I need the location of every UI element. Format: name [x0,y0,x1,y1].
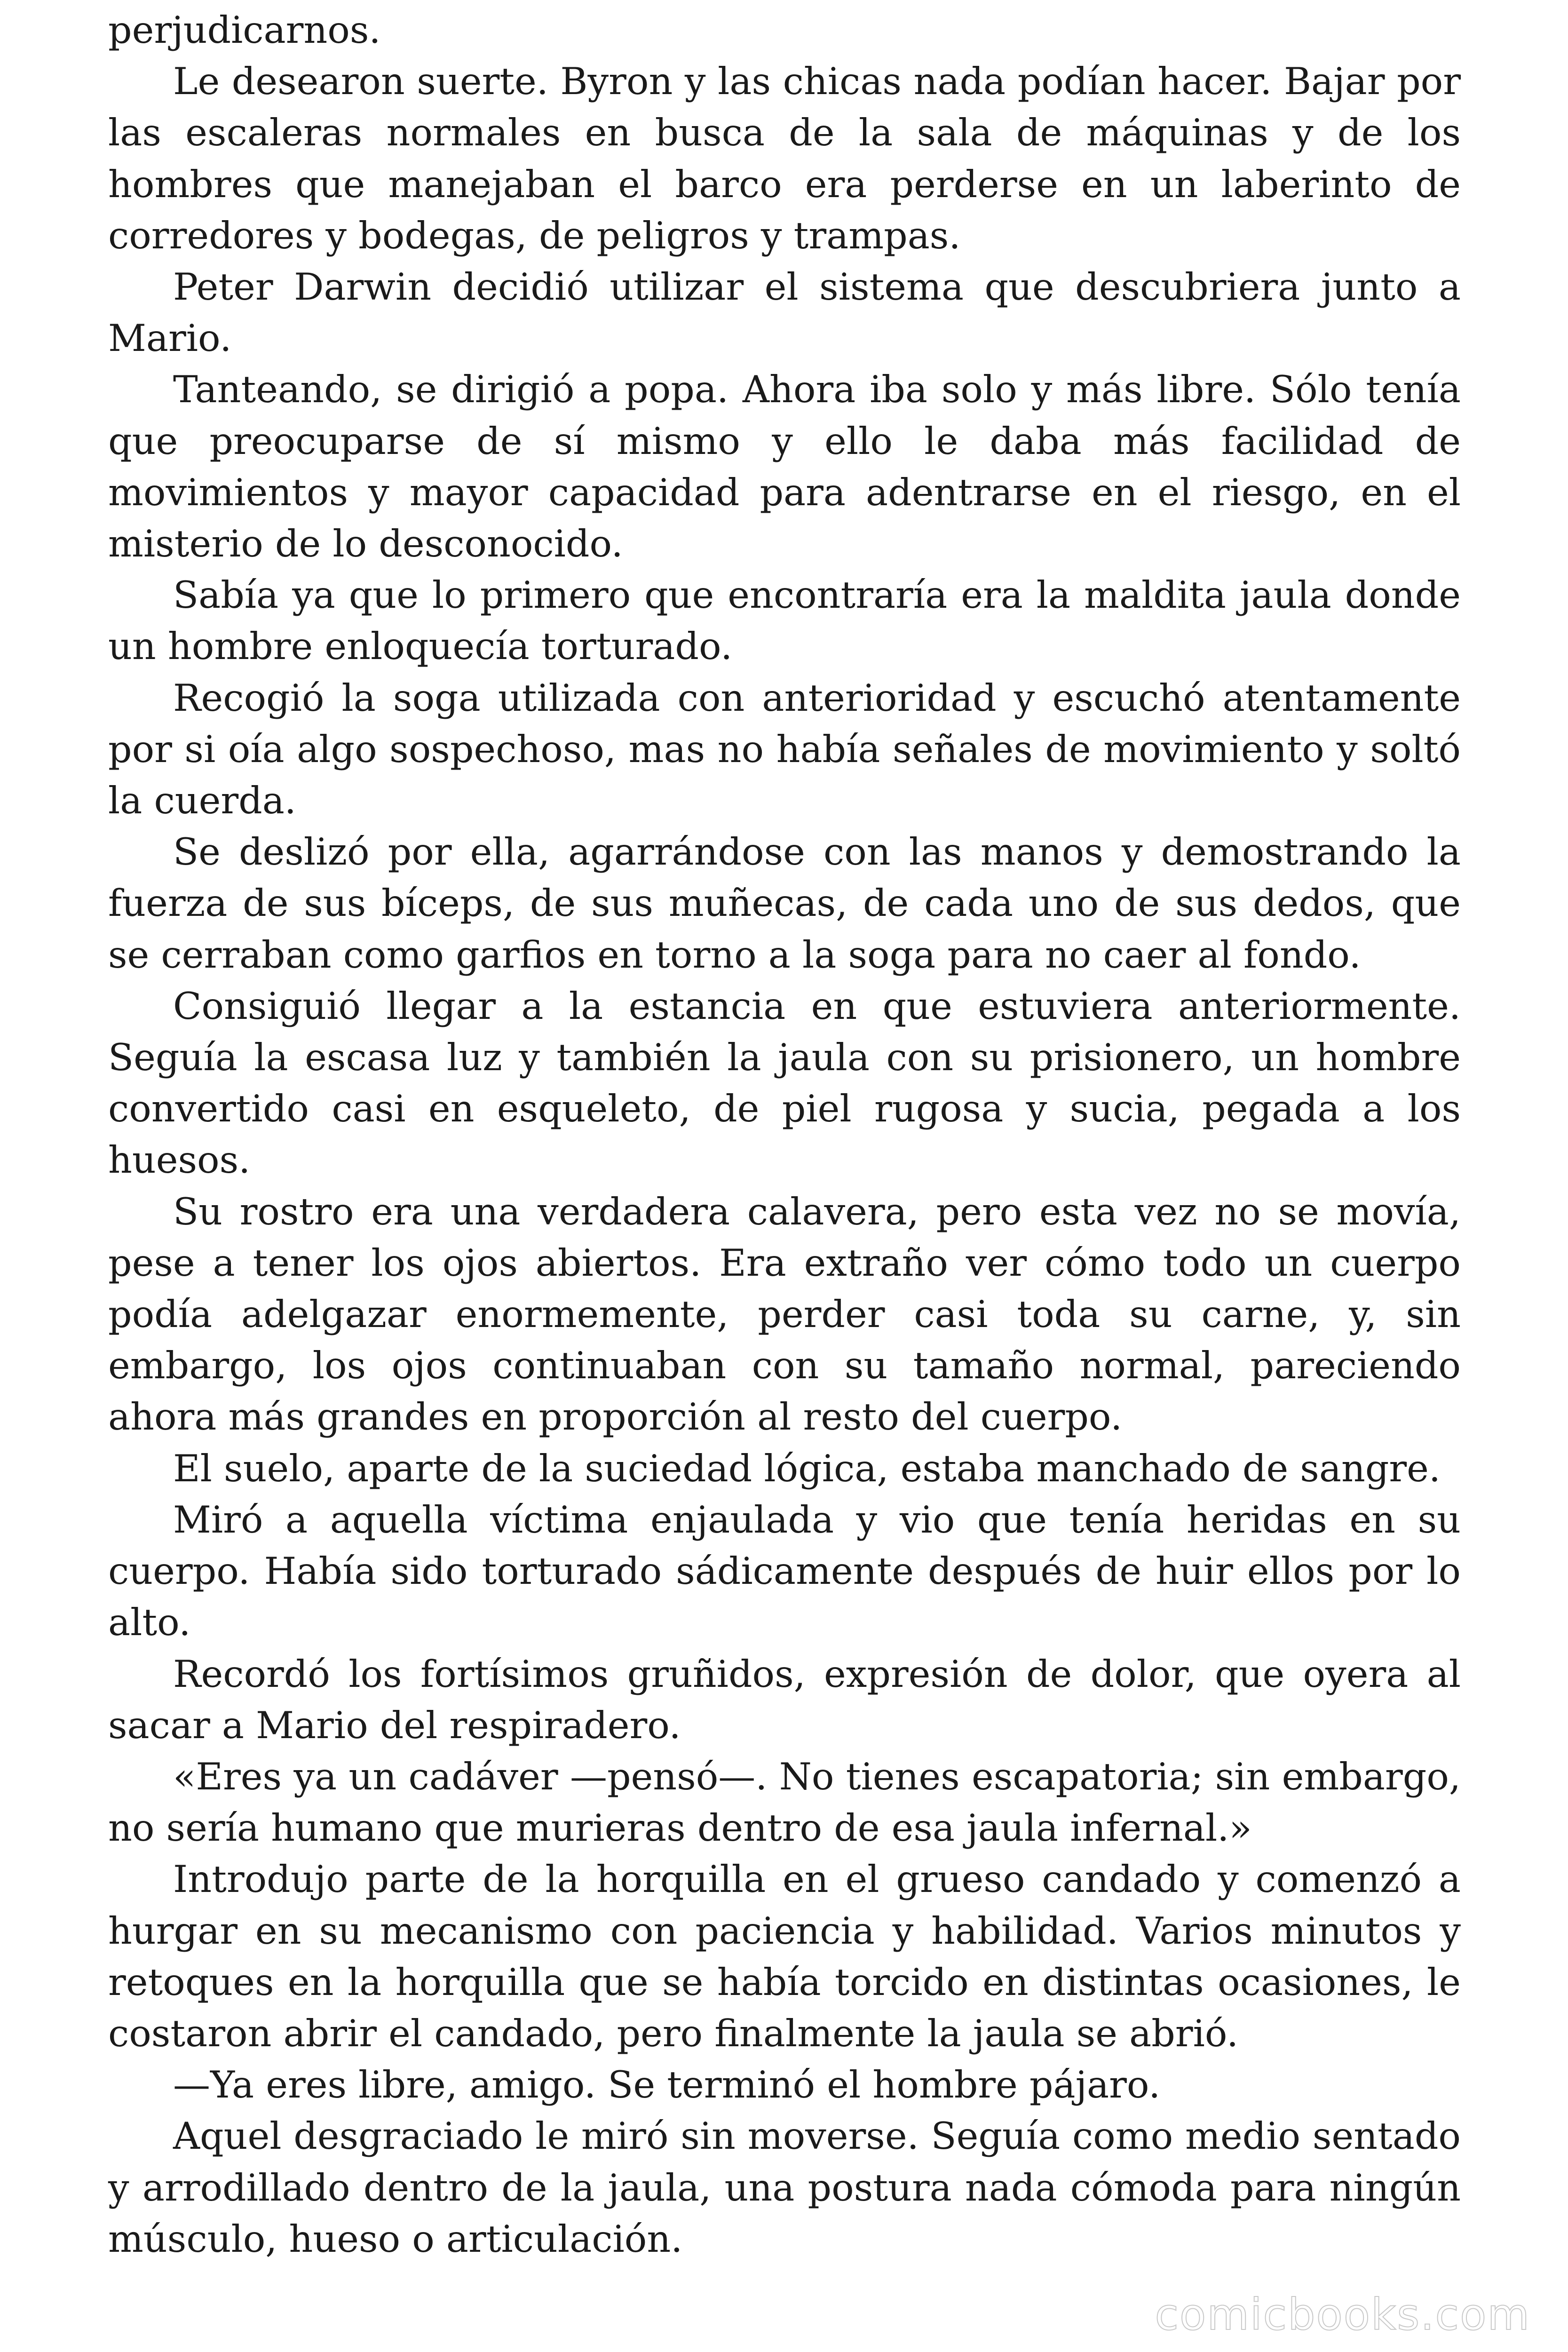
paragraph-10: El suelo, aparte de la suciedad lógica, estaba manchado de sangre. [173,1446,1441,1490]
paragraph-13: «Eres ya un cadáver —pensó—. No tienes escapatoria; sin embargo, no sería humano que murieras dentro de esa jaula infernal.» [108,1755,1461,1850]
paragraph-6: Recogió la soga utilizada con anterioridad y escuchó atentamente por si oía algo sospechoso, mas no había señales de movimiento y soltó la cuerda. [108,676,1461,823]
paragraph-5: Sabía ya que lo primero que encontraría era la maldita jaula donde un hombre enloquecía torturado. [108,573,1461,668]
paragraph-16: Aquel desgraciado le miró sin moverse. Seguía como medio sentado y arrodillado dentro de la jaula, una postura nada cómoda para ningún músculo, hueso o articulación. [108,2114,1461,2261]
paragraph-1: perjudicarnos. [108,8,381,52]
paragraph-9: Su rostro era una verdadera calavera, pero esta vez no se movía, pese a tener los ojos abiertos. Era extraño ver cómo todo un cuerpo podía adelgazar enormemente, perder casi toda su carne, y, sin embargo, los ojos continuaban con su tamaño normal, pareciendo ahora más grandes en proporción al resto del cuerpo. [108,1190,1461,1439]
book-page-text [108,5,1461,2319]
paragraph-14: Introdujo parte de la horquilla en el grueso candado y comenzó a hurgar en su mecanismo con paciencia y habilidad. Varios minutos y retoques en la horquilla que se había torcido en distintas ocasiones, le costaron abrir el candado, pero finalmente la jaula se abrió. [108,1858,1461,2055]
paragraph-7: Se deslizó por ella, agarrándose con las manos y demostrando la fuerza de sus bíceps, de sus muñecas, de cada uno de sus dedos, que se cerraban como garfios en torno a la soga para no caer al fondo. [108,830,1461,977]
paragraph-15: —Ya eres libre, amigo. Se terminó el hombre pájaro. [173,2063,1161,2107]
watermark: comicbooks.com [1155,2289,1530,2340]
paragraph-12: Recordó los fortísimos gruñidos, expresión de dolor, que oyera al sacar a Mario del respiradero. [108,1652,1461,1747]
paragraph-4: Tanteando, se dirigió a popa. Ahora iba solo y más libre. Sólo tenía que preocuparse de sí mismo y ello le daba más facilidad de movimientos y mayor capacidad para adentrarse en el riesgo, en el misterio de lo desconocido. [108,368,1461,566]
paragraph-8: Consiguió llegar a la estancia en que estuviera anteriormente. Seguía la escasa luz y también la jaula con su prisionero, un hombre convertido casi en esqueleto, de piel rugosa y sucia, pegada a los huesos. [108,984,1461,1182]
paragraph-2: Le desearon suerte. Byron y las chicas nada podían hacer. Bajar por las escaleras normales en busca de la sala de máquinas y de los hombres que manejaban el barco era perderse en un laberinto de corredores y bodegas, de peligros y trampas. [108,60,1461,257]
paragraph-3: Peter Darwin decidió utilizar el sistema que descubriera junto a Mario. [108,265,1461,360]
paragraph-11: Miró a aquella víctima enjaulada y vio que tenía heridas en su cuerpo. Había sido torturado sádicamente después de huir ellos por lo alto. [108,1498,1461,1645]
